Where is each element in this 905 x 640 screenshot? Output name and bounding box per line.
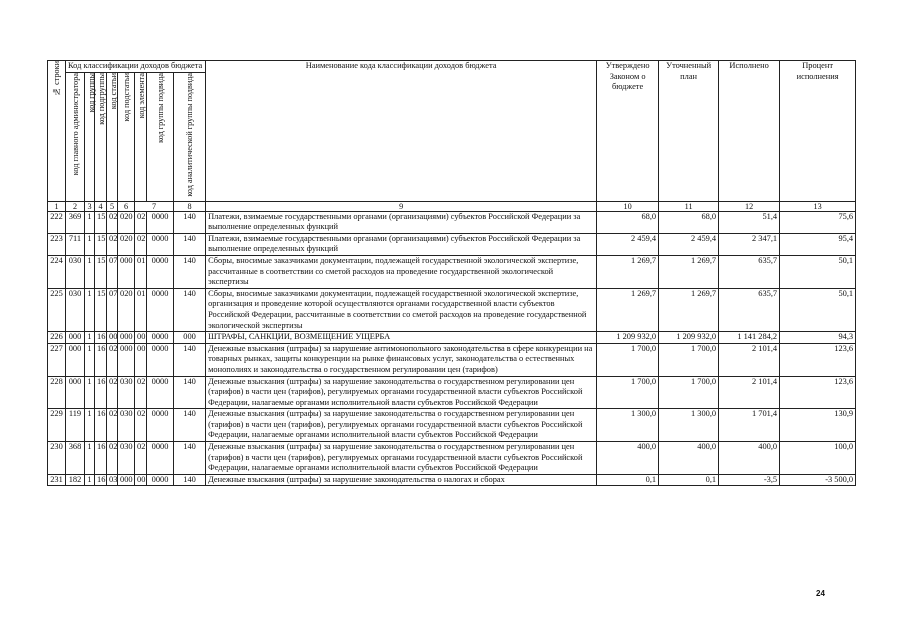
code-cell: 140: [174, 442, 206, 475]
code-column-header: код подгруппы: [95, 72, 107, 201]
approved-cell: 1 300,0: [597, 409, 659, 442]
code-cell: 0000: [147, 474, 174, 486]
code-cell: 15: [95, 255, 107, 288]
code-cell: 02: [135, 211, 147, 233]
code-cell: 000: [66, 343, 85, 376]
table-row: [48, 474, 856, 486]
executed-cell: 2 101,4: [719, 376, 780, 409]
page-number: 24: [816, 589, 825, 598]
plan-cell: 1 300,0: [659, 409, 719, 442]
executed-cell: 2 101,4: [719, 343, 780, 376]
code-cell: 0000: [147, 211, 174, 233]
column-number: 11: [659, 201, 719, 211]
row-number-cell: 222: [48, 211, 66, 233]
code-cell: 02: [135, 233, 147, 255]
executed-cell: 635,7: [719, 288, 780, 331]
code-cell: 140: [174, 376, 206, 409]
code-cell: 140: [174, 474, 206, 486]
approved-cell: 68,0: [597, 211, 659, 233]
code-cell: 00: [135, 343, 147, 376]
plan-cell: 1 269,7: [659, 255, 719, 288]
code-cell: 711: [66, 233, 85, 255]
code-cell: 140: [174, 343, 206, 376]
plan-cell: 0,1: [659, 474, 719, 486]
percent-column-header: Процент исполнения: [780, 61, 856, 202]
code-cell: 0000: [147, 332, 174, 344]
executed-cell: 2 347,1: [719, 233, 780, 255]
code-cell: 182: [66, 474, 85, 486]
row-number-cell: 226: [48, 332, 66, 344]
code-cell: 0000: [147, 233, 174, 255]
code-cell: 1: [85, 474, 95, 486]
plan-cell: 400,0: [659, 442, 719, 475]
executed-cell: 1 141 284,2: [719, 332, 780, 344]
row-number-cell: 231: [48, 474, 66, 486]
code-name-cell: Сборы, вносимые заказчиками документации, подлежащей государственной экологической экспертизе, организация и проведение которой осуществляются органами государственной власти субъектов Российской Федерации, рассчитанные в соответствии со сметой расходов на проведение государственной экологической экспертизы: [206, 288, 597, 331]
code-column-header: код элемента: [135, 72, 147, 201]
executed-cell: 635,7: [719, 255, 780, 288]
code-cell: 000: [118, 474, 135, 486]
code-cell: 119: [66, 409, 85, 442]
table-row: [48, 255, 856, 288]
approved-cell: 1 269,7: [597, 288, 659, 331]
code-name-cell: Платежи, взимаемые государственными органами (организациями) субъектов Российской Федерации за выполнение определенных функций: [206, 233, 597, 255]
code-column-header: код главного администратора: [66, 72, 85, 201]
code-cell: 0000: [147, 288, 174, 331]
plan-cell: 1 700,0: [659, 376, 719, 409]
code-cell: 020: [118, 288, 135, 331]
code-name-cell: Денежные взыскания (штрафы) за нарушение законодательства о государственном регулировании цен (тарифов) в части цен (тарифов), регулируемых органами государственной власти субъектов Российской Федерации, налагаемые органами исполнительной власти субъектов Российской Федерации: [206, 409, 597, 442]
column-number: 10: [597, 201, 659, 211]
code-name-cell: Денежные взыскания (штрафы) за нарушение законодательства о государственном регулировании цен (тарифов) в части цен (тарифов), регулируемых органами государственной власти субъектов Российской Федерации, налагаемые органами исполнительной власти субъектов Российской Федерации: [206, 442, 597, 475]
code-cell: 16: [95, 409, 107, 442]
column-number: 9: [206, 201, 597, 211]
code-cell: 16: [95, 376, 107, 409]
row-number-cell: 227: [48, 343, 66, 376]
approved-cell: 1 209 932,0: [597, 332, 659, 344]
code-cell: 020: [118, 211, 135, 233]
column-number: 8: [174, 201, 206, 211]
code-name-cell: Денежные взыскания (штрафы) за нарушение антимонопольного законодательства в сфере конкуренции на товарных рынках, защиты конкуренции на рынке финансовых услуг, законодательства о естественных монополиях и законодательства о государственном регулировании цен (тарифов): [206, 343, 597, 376]
code-cell: 1: [85, 233, 95, 255]
table-row: [48, 332, 856, 344]
column-number: 2: [66, 201, 85, 211]
code-cell: 000: [118, 255, 135, 288]
code-column-header: код подстатьи: [118, 72, 135, 201]
plan-column-header: Уточненный план: [659, 61, 719, 202]
code-cell: 140: [174, 255, 206, 288]
approved-cell: 400,0: [597, 442, 659, 475]
row-number-cell: 230: [48, 442, 66, 475]
column-number: 3: [85, 201, 95, 211]
code-cell: 02: [107, 233, 118, 255]
row-number-header: № строки: [48, 61, 66, 202]
code-name-cell: Денежные взыскания (штрафы) за нарушение законодательства о государственном регулировании цен (тарифов) в части цен (тарифов), регулируемых органами государственной власти субъектов Российской Федерации, налагаемые органами исполнительной власти субъектов Российской Федерации: [206, 376, 597, 409]
code-name-cell: Сборы, вносимые заказчиками документации, подлежащей государственной экологической экспертизе, рассчитанные в соответствии со сметой расходов на проведение государственной экологической экспертизы: [206, 255, 597, 288]
code-cell: 15: [95, 211, 107, 233]
table-row: [48, 409, 856, 442]
code-cell: 140: [174, 288, 206, 331]
plan-cell: 1 269,7: [659, 288, 719, 331]
column-number-row: [48, 201, 856, 211]
code-cell: 1: [85, 288, 95, 331]
code-cell: 1: [85, 211, 95, 233]
code-cell: 030: [118, 376, 135, 409]
approved-cell: 2 459,4: [597, 233, 659, 255]
code-cell: 140: [174, 233, 206, 255]
column-number: 1: [48, 201, 66, 211]
code-cell: 15: [95, 288, 107, 331]
code-cell: 01: [135, 255, 147, 288]
code-cell: 15: [95, 233, 107, 255]
code-cell: 000: [118, 332, 135, 344]
percent-cell: 50,1: [780, 288, 856, 331]
table-row: [48, 343, 856, 376]
code-cell: 0000: [147, 255, 174, 288]
code-cell: 02: [107, 343, 118, 376]
table-row: [48, 211, 856, 233]
percent-cell: 100,0: [780, 442, 856, 475]
approved-cell: 0,1: [597, 474, 659, 486]
code-cell: 02: [135, 409, 147, 442]
code-cell: 030: [118, 442, 135, 475]
percent-cell: 75,6: [780, 211, 856, 233]
table-row: [48, 288, 856, 331]
code-cell: 020: [118, 233, 135, 255]
code-cell: 368: [66, 442, 85, 475]
code-cell: 1: [85, 343, 95, 376]
code-cell: 00: [135, 474, 147, 486]
table-row: [48, 376, 856, 409]
table-row: [48, 233, 856, 255]
code-cell: 02: [107, 376, 118, 409]
code-cell: 000: [66, 332, 85, 344]
approved-cell: 1 700,0: [597, 343, 659, 376]
code-cell: 000: [66, 376, 85, 409]
percent-cell: 94,3: [780, 332, 856, 344]
row-number-cell: 224: [48, 255, 66, 288]
plan-cell: 2 459,4: [659, 233, 719, 255]
percent-cell: -3 500,0: [780, 474, 856, 486]
code-cell: 16: [95, 442, 107, 475]
approved-cell: 1 700,0: [597, 376, 659, 409]
percent-cell: 123,6: [780, 376, 856, 409]
percent-cell: 95,4: [780, 233, 856, 255]
column-number: 13: [780, 201, 856, 211]
column-number: 7: [135, 201, 174, 211]
approved-cell: 1 269,7: [597, 255, 659, 288]
code-cell: 0000: [147, 343, 174, 376]
code-column-header: код аналитической группы подвида: [174, 72, 206, 201]
code-cell: 02: [107, 211, 118, 233]
code-cell: 140: [174, 211, 206, 233]
budget-revenue-table: [47, 60, 856, 486]
table-row: [48, 442, 856, 475]
plan-cell: 1 700,0: [659, 343, 719, 376]
code-cell: 000: [118, 343, 135, 376]
code-cell: 140: [174, 409, 206, 442]
row-number-cell: 225: [48, 288, 66, 331]
executed-cell: 400,0: [719, 442, 780, 475]
column-number: 4: [95, 201, 107, 211]
code-cell: 16: [95, 332, 107, 344]
code-cell: 02: [135, 376, 147, 409]
code-cell: 030: [66, 255, 85, 288]
code-cell: 030: [66, 288, 85, 331]
code-cell: 01: [135, 288, 147, 331]
executed-column-header: Исполнено: [719, 61, 780, 202]
column-number: 5: [107, 201, 118, 211]
code-cell: 00: [135, 332, 147, 344]
code-cell: 1: [85, 376, 95, 409]
plan-cell: 68,0: [659, 211, 719, 233]
code-cell: 0000: [147, 409, 174, 442]
code-cell: 000: [174, 332, 206, 344]
budget-report-sheet: [47, 60, 855, 486]
code-cell: 02: [107, 409, 118, 442]
code-column-header: код статьи: [107, 72, 118, 201]
column-number: 12: [719, 201, 780, 211]
code-cell: 16: [95, 474, 107, 486]
percent-cell: 50,1: [780, 255, 856, 288]
code-cell: 07: [107, 255, 118, 288]
code-cell: 02: [135, 442, 147, 475]
row-number-cell: 228: [48, 376, 66, 409]
code-cell: 369: [66, 211, 85, 233]
classification-code-group-header: Код классификации доходов бюджета: [66, 61, 206, 73]
code-cell: 1: [85, 442, 95, 475]
code-column-header: код группы подвида: [147, 72, 174, 201]
code-cell: 02: [107, 442, 118, 475]
code-cell: 1: [85, 332, 95, 344]
executed-cell: -3,5: [719, 474, 780, 486]
code-cell: 16: [95, 343, 107, 376]
code-cell: 1: [85, 409, 95, 442]
name-column-header: Наименование кода классификации доходов бюджета: [206, 61, 597, 202]
approved-column-header: Утверждено Законом о бюджете: [597, 61, 659, 202]
code-cell: 07: [107, 288, 118, 331]
executed-cell: 1 701,4: [719, 409, 780, 442]
code-name-cell: ШТРАФЫ, САНКЦИИ, ВОЗМЕЩЕНИЕ УЩЕРБА: [206, 332, 597, 344]
code-name-cell: Платежи, взимаемые государственными органами (организациями) субъектов Российской Федерации за выполнение определенных функций: [206, 211, 597, 233]
plan-cell: 1 209 932,0: [659, 332, 719, 344]
percent-cell: 130,9: [780, 409, 856, 442]
row-number-cell: 229: [48, 409, 66, 442]
executed-cell: 51,4: [719, 211, 780, 233]
code-cell: 0000: [147, 442, 174, 475]
column-number: 6: [118, 201, 135, 211]
row-number-cell: 223: [48, 233, 66, 255]
code-cell: 00: [107, 332, 118, 344]
code-column-header: код группы: [85, 72, 95, 201]
code-name-cell: Денежные взыскания (штрафы) за нарушение законодательства о налогах и сборах: [206, 474, 597, 486]
code-cell: 03: [107, 474, 118, 486]
code-cell: 1: [85, 255, 95, 288]
percent-cell: 123,6: [780, 343, 856, 376]
code-cell: 0000: [147, 376, 174, 409]
code-cell: 030: [118, 409, 135, 442]
